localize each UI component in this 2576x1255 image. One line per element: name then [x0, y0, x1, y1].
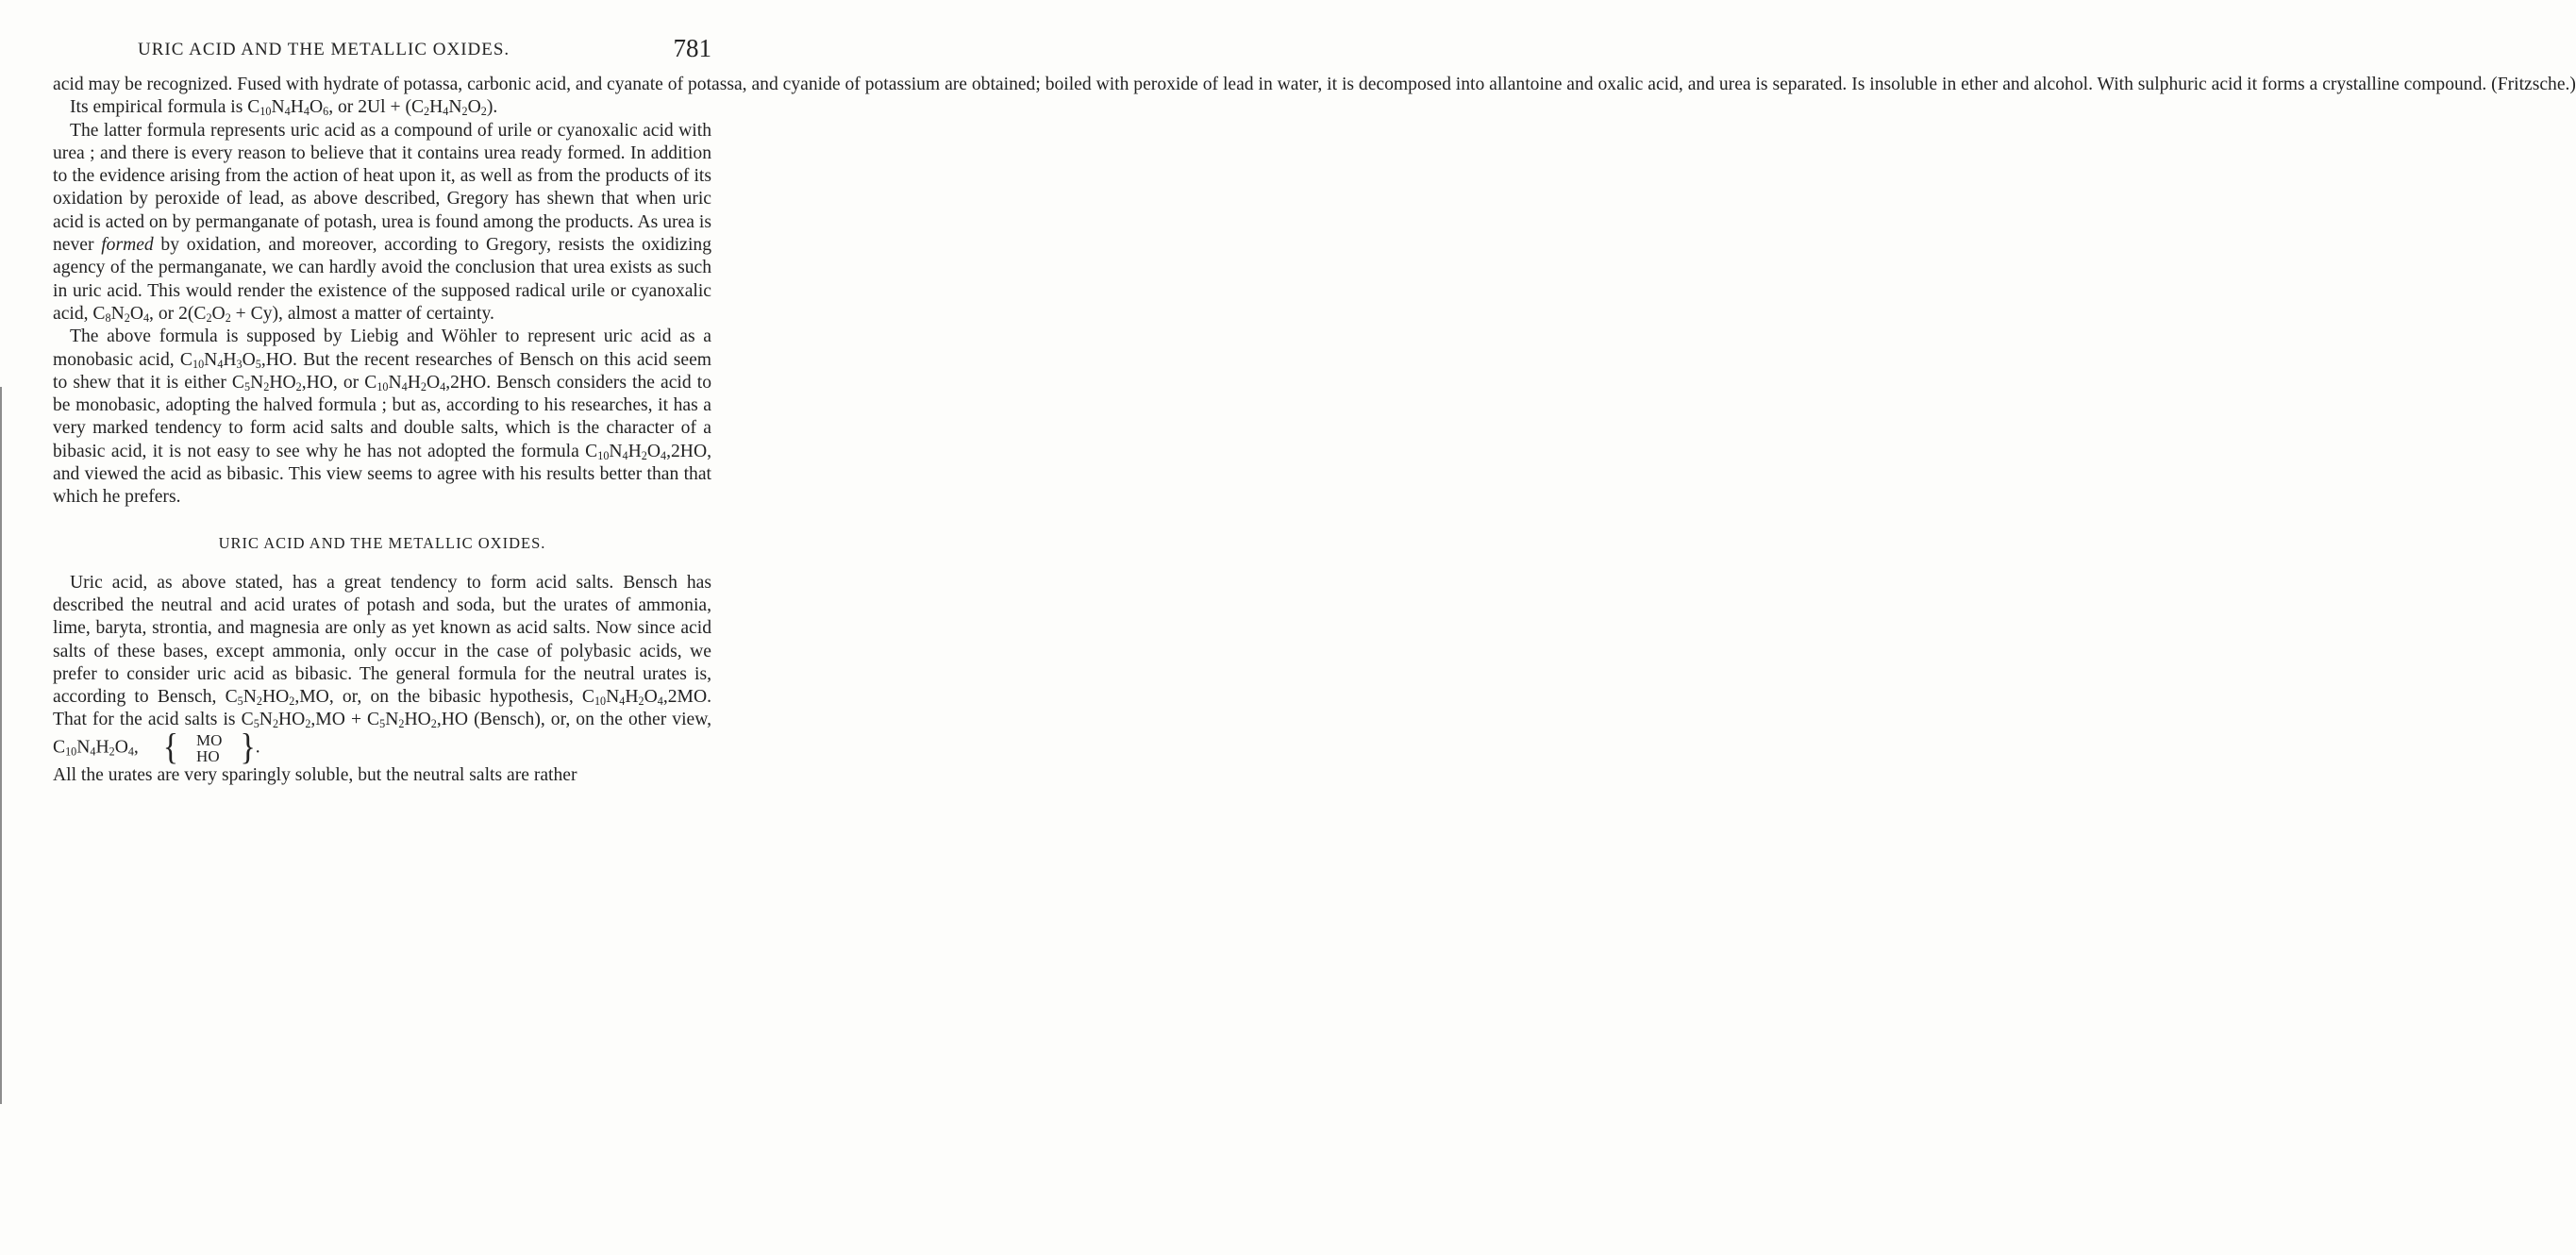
text-fragment: O: [646, 441, 661, 461]
text-fragment: by oxidation, and moreover, according to Gregory, resists the oxidizing agency of the permanganate, we can hardly avoid the conclusion that urea exists as such in uric acid. This would render the existence of the supposed radical urile or cyanoxalic acid, C: [53, 235, 711, 324]
paragraph-3: [53, 120, 711, 326]
subscript: 4: [127, 745, 134, 759]
text-fragment: ,2MO. That for the acid salts is C: [53, 687, 711, 730]
subscript: 6: [323, 105, 329, 119]
subscript: 2: [109, 745, 115, 759]
subscript: 2: [225, 311, 231, 325]
subscript: 2: [420, 379, 427, 393]
text-fragment: N: [250, 372, 264, 393]
brace-formula: [146, 727, 256, 768]
text-fragment: ).: [486, 97, 498, 118]
subscript: 2: [206, 311, 212, 325]
text-fragment: H: [627, 441, 642, 461]
text-fragment: HO: [404, 710, 431, 730]
subscript: 4: [443, 105, 449, 119]
subscript: 5: [253, 717, 259, 731]
text-fragment: N: [385, 710, 399, 730]
text-fragment: HO: [261, 687, 290, 708]
running-head: [53, 34, 711, 74]
text-fragment: Uric acid, as above stated, has a great tendency to form acid salts. Bensch has described the neutral and acid urates of potash and soda, but the urates of ammonia, lime, baryta, strontia, and magnesia are only as yet known as acid salts. Now since acid salts of these bases, except ammonia, only occur in the case of polybasic acids, we prefer to consider uric acid as bibasic. The general formula for the neutral urates is, according to Bensch, C: [53, 572, 711, 708]
italic-text: formed: [101, 235, 154, 256]
right-brace: }: [240, 727, 256, 768]
text-fragment: H: [290, 97, 304, 118]
brace-top: MO: [196, 730, 223, 749]
paragraph-5: [53, 572, 712, 768]
text-fragment: N: [606, 687, 620, 708]
subscript: 2: [305, 717, 311, 731]
subscript: 3: [236, 357, 243, 371]
subscript: 8: [105, 311, 111, 325]
text-fragment: ,2HO, and viewed the acid as bibasic. This view seems to agree with his results better than that which he prefers.: [53, 441, 711, 508]
subscript: 2: [256, 694, 262, 709]
paragraph-6: [53, 764, 711, 787]
text-fragment: .: [255, 737, 260, 758]
running-title: URIC ACID AND THE METALLIC OXIDES.: [138, 40, 510, 59]
subscript: 4: [217, 357, 224, 371]
paragraph-1: [53, 74, 2576, 96]
subscript: 4: [284, 105, 291, 119]
text-fragment: HO: [278, 710, 306, 730]
subscript: 4: [401, 379, 408, 393]
subscript: 2: [480, 105, 487, 119]
subscript: 2: [430, 717, 437, 731]
paragraph-4: [53, 326, 711, 509]
subscript: 2: [641, 448, 647, 462]
subscript: 10: [192, 357, 205, 371]
text-fragment: N: [388, 372, 402, 393]
text-fragment: O: [426, 372, 441, 393]
subscript: 5: [255, 357, 261, 371]
subscript: 10: [594, 694, 607, 709]
subscript: 5: [237, 694, 243, 709]
text-fragment: The latter formula represents uric acid as a compound of urile or cyanoxalic acid with urea ; and there is every reason to believe that it contains urea ready formed. In addition to the evidence arising from the action of heat upon it, as well as from the products of its oxidation by peroxide of lead, as above described, Gregory has shewn that when uric acid is acted on by permanganate of potash, urea is found among the products. As urea is never: [53, 120, 711, 256]
text-fragment: ,2HO. Bensch considers the acid to be monobasic, adopting the halved formula ; but as, according to his researches, it has a very marked tendency to form acid salts and double salts, which is the character of a bibasic acid, it is not easy to see why he has not adopted the formula C: [53, 372, 711, 461]
text-fragment: Its empirical formula is C: [70, 97, 260, 118]
text-fragment: The above formula is supposed by Liebig and Wöhler to represent uric acid as a monobasic acid, C: [53, 326, 711, 370]
subscript: 4: [440, 379, 446, 393]
text-fragment: ,HO (Bensch), or, on the other view, C: [53, 710, 712, 758]
subscript: 2: [461, 105, 468, 119]
text-fragment: , or 2(C: [149, 303, 207, 324]
subscript: 4: [657, 694, 663, 709]
text-fragment: ,MO, or, on the bibasic hypothesis, C: [294, 687, 594, 708]
subscript: 2: [398, 717, 405, 731]
text-fragment: N: [204, 349, 218, 370]
page: [53, 34, 2576, 787]
subscript: 10: [597, 448, 610, 462]
page-number: 781: [673, 34, 711, 62]
subscript: 10: [376, 379, 389, 393]
subscript: 10: [65, 745, 77, 759]
paragraph-2: [53, 96, 711, 119]
text-fragment: N: [259, 710, 273, 730]
text-fragment: H: [223, 349, 237, 370]
text-fragment: O: [129, 303, 143, 324]
subscript: 4: [142, 311, 150, 325]
text-fragment: N: [76, 737, 91, 758]
subscript: 2: [424, 105, 430, 119]
text-fragment: N: [609, 441, 623, 461]
text-fragment: , or 2Ul + (C: [328, 97, 425, 118]
text-fragment: H: [429, 97, 443, 118]
text-fragment: N: [271, 97, 285, 118]
brace-stack: [179, 732, 222, 764]
subscript: 4: [661, 448, 667, 462]
text-fragment: All the urates are very sparingly soluble, but the neutral salts are rather: [53, 764, 577, 785]
text-fragment: H: [95, 737, 109, 758]
text-fragment: N: [243, 687, 257, 708]
subscript: 4: [90, 745, 96, 759]
text-fragment: ,MO + C: [310, 710, 380, 730]
text-fragment: ,HO, or C: [301, 372, 377, 393]
text-fragment: O: [309, 97, 324, 118]
subscript: 2: [295, 379, 302, 393]
subscript: 5: [379, 717, 386, 731]
text-fragment: ,: [133, 737, 143, 758]
subscript: 2: [263, 379, 270, 393]
text-fragment: N: [110, 303, 125, 324]
subscript: 4: [303, 105, 309, 119]
section-heading: URIC ACID AND THE METALLIC OXIDES.: [218, 533, 546, 552]
text-fragment: H: [407, 372, 421, 393]
text-fragment: O: [211, 303, 226, 324]
left-brace: {: [162, 727, 179, 768]
text-fragment: O: [242, 349, 256, 370]
text-fragment: O: [644, 687, 658, 708]
subscript: 10: [259, 105, 272, 119]
subscript: 2: [272, 717, 279, 731]
text-fragment: O: [467, 97, 481, 118]
subscript: 2: [289, 694, 295, 709]
subscript: 2: [638, 694, 644, 709]
text-fragment: N: [448, 97, 462, 118]
text-fragment: HO: [269, 372, 296, 393]
text-fragment: ,HO. But the recent researches of Bensch on this acid seem to shew that it is either C: [53, 349, 712, 393]
scan-margin-line: [0, 387, 2, 1104]
subscript: 2: [124, 311, 130, 325]
text-fragment: acid may be recognized. Fused with hydrate of potassa, carbonic acid, and cyanate of potassa, and cyanide of potassium are obtained; boiled with peroxide of lead in water, it is decomposed into allantoine and oxalic acid, and urea is separated. Is insoluble in ether and alcohol. With sulphuric acid it forms a crystalline compound. (Fritzsche.): [53, 75, 2576, 94]
subscript: 5: [244, 379, 251, 393]
text-fragment: H: [625, 687, 639, 708]
subscript: 4: [622, 448, 628, 462]
brace-bottom: HO: [196, 746, 220, 765]
text-fragment: + Cy), almost a matter of certainty.: [230, 303, 494, 324]
subscript: 4: [619, 694, 626, 709]
text-fragment: O: [114, 737, 128, 758]
